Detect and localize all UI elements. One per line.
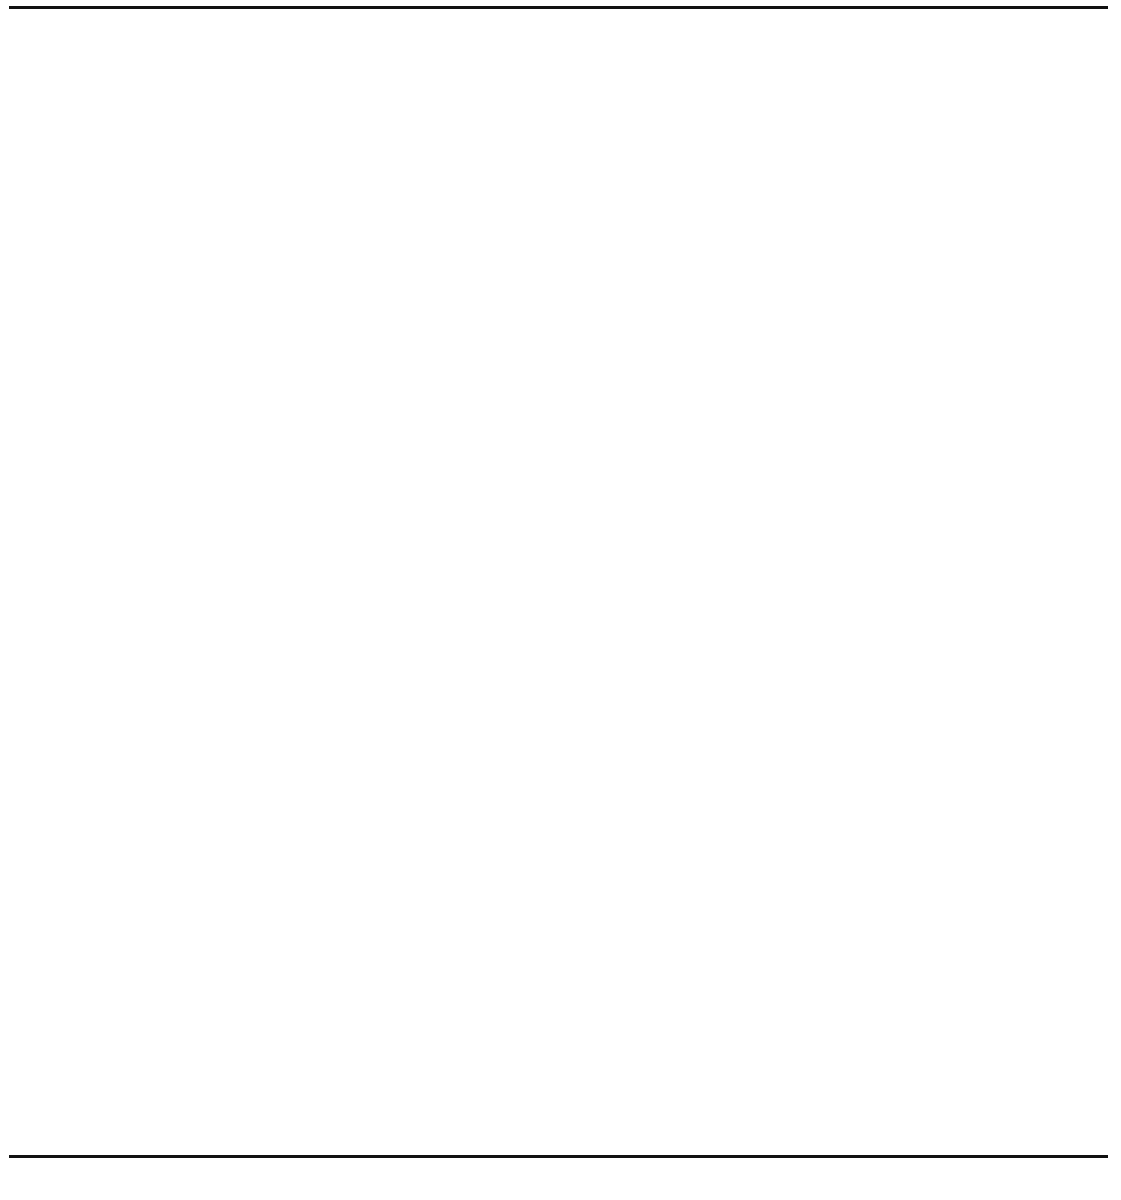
top-rule bbox=[9, 6, 1108, 9]
bottom-rule bbox=[9, 1155, 1108, 1158]
